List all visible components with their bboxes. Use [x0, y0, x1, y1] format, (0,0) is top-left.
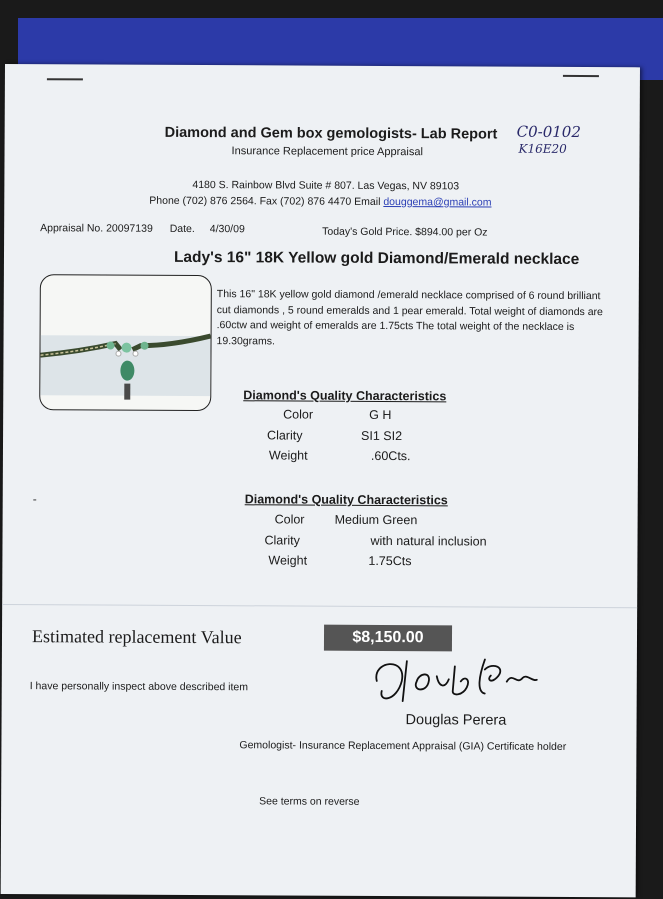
estimated-value-amount: $8,150.00: [324, 625, 452, 652]
diamond-section-title: Diamond's Quality Characteristics: [243, 388, 447, 404]
diamond-color-value: G H: [369, 407, 392, 423]
pendant-display-stand: [124, 384, 130, 400]
phone-fax-email-label: Phone (702) 876 2564. Fax (702) 876 4470 Email: [149, 194, 381, 208]
emerald-clarity-label: Clarity: [264, 533, 300, 548]
appraisal-number-line: [40, 222, 245, 235]
emerald-stone: [121, 343, 131, 353]
margin-dash: -: [32, 492, 37, 507]
appraisal-number-label: Appraisal No.: [40, 222, 104, 235]
appraisal-number: 20097139: [106, 222, 153, 235]
emerald-stone: [107, 342, 115, 350]
signature-scribble: [367, 651, 547, 712]
diamond-stone: [116, 351, 121, 356]
emerald-weight-label: Weight: [268, 553, 308, 568]
handwritten-code-1: C0-0102: [516, 122, 581, 142]
signer-title: Gemologist- Insurance Replacement Appraisal (GIA) Certificate holder: [239, 739, 567, 753]
emerald-section-title: Diamond's Quality Characteristics: [244, 492, 448, 508]
contact-line: [149, 195, 491, 209]
appraisal-date: 4/30/09: [209, 223, 245, 236]
appraisal-document: [1, 64, 640, 897]
signature-path: [376, 659, 537, 702]
dash-mark: [47, 78, 83, 80]
terms-note: See terms on reverse: [259, 795, 360, 808]
dash-mark: [563, 75, 599, 77]
necklace-illustration: [40, 275, 211, 410]
diamond-weight-label: Weight: [268, 448, 308, 463]
pear-emerald-pendant: [120, 361, 134, 381]
email-link[interactable]: douggema@gmail.com: [383, 195, 492, 209]
item-description: This 16" 18K yellow gold diamond /emerald necklace comprised of 6 round brilliant cut diamonds , 5 round emeralds and 1 pear emerald. Total weight of diamonds are .60ctw and weight of emeralds are 1.75cts The total weight of the necklace is 19.30grams.: [216, 288, 603, 347]
emerald-color-value: Medium Green: [334, 512, 418, 528]
handwritten-code-2: K16E20: [518, 141, 567, 156]
necklace-photo: [39, 274, 212, 411]
gold-price: Today's Gold Price. $894.00 per Oz: [322, 225, 488, 239]
report-subtitle: Insurance Replacement price Appraisal: [231, 145, 423, 159]
emerald-clarity-value: with natural inclusion: [370, 533, 487, 549]
diamond-clarity-label: Clarity: [267, 428, 303, 443]
item-headline: Lady's 16" 18K Yellow gold Diamond/Emerald necklace: [173, 248, 580, 269]
date-label: Date.: [169, 222, 195, 235]
company-address: 4180 S. Rainbow Blvd Suite # 807. Las Vegas, NV 89103: [192, 178, 460, 193]
diamond-color-label: Color: [283, 407, 314, 422]
emerald-color-label: Color: [274, 512, 305, 527]
emerald-weight-value: 1.75Cts: [368, 553, 412, 569]
paper-fold-line: [2, 604, 637, 608]
diamond-clarity-value: SI1 SI2: [361, 428, 403, 444]
inspection-statement: I have personally inspect above described item: [29, 680, 249, 694]
diamond-stone: [133, 351, 138, 356]
signer-name: Douglas Perera: [405, 712, 507, 729]
estimated-value-label: Estimated replacement Value: [31, 626, 242, 648]
emerald-stone: [141, 342, 149, 350]
diamond-weight-value: .60Cts.: [370, 448, 411, 464]
report-title: Diamond and Gem box gemologists- Lab Report: [164, 124, 498, 143]
